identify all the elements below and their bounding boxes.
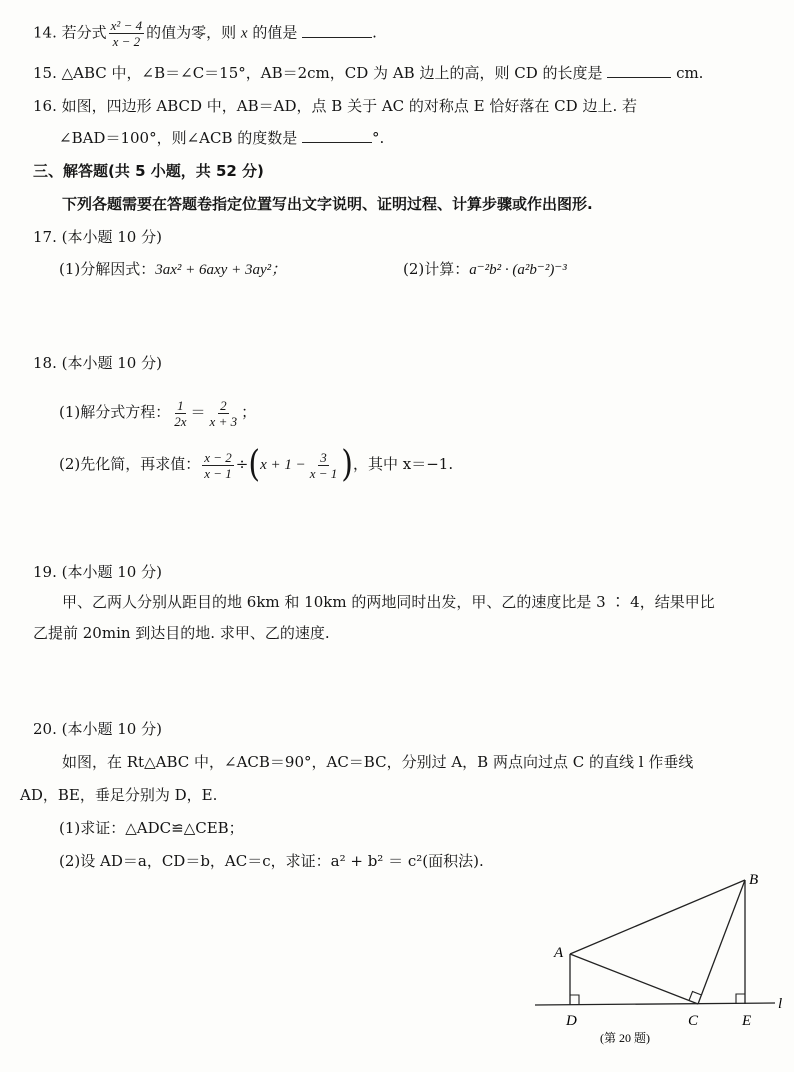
q18-p2-label: (2)先化简，再求值： bbox=[59, 455, 201, 473]
q18-p1-label: (1)解分式方程： bbox=[59, 403, 171, 421]
question-20-part2: (2)设 AD＝a，CD＝b，AC＝c，求证：a² + b² ＝ c²(面积法). bbox=[59, 852, 484, 870]
q18-p2-div: ÷ bbox=[235, 455, 249, 473]
question-17-part2 bbox=[403, 258, 567, 281]
question-17-part1 bbox=[59, 258, 286, 281]
question-20-part1: (1)求证：△ADC≌△CEB； bbox=[59, 819, 244, 837]
figure-20-svg bbox=[530, 862, 794, 1052]
q14-frac-denominator: x − 2 bbox=[112, 34, 141, 49]
question-14 bbox=[33, 18, 377, 49]
q18-p1-num-left: 1 bbox=[177, 397, 184, 413]
q16-end: °. bbox=[372, 129, 385, 147]
question-19-line1: 甲、乙两人分别从距目的地 6km 和 10km 的两地同时出发，甲、乙的速度比是 3 ∶ 4，结果甲比 bbox=[62, 593, 715, 611]
question-18-header: 18. (本小题 10 分) bbox=[33, 354, 162, 372]
line-l bbox=[535, 1003, 775, 1005]
label-B: B bbox=[749, 872, 759, 888]
right-angle-E bbox=[736, 994, 745, 1004]
section-3-heading: 三、解答题(共 5 小题，共 52 分) bbox=[33, 162, 264, 180]
q18-p1-den-left: 2x bbox=[174, 413, 187, 429]
question-15 bbox=[33, 62, 703, 84]
q18-p1-den-right: x + 3 bbox=[209, 413, 238, 429]
q14-end: . bbox=[372, 23, 377, 42]
right-angle-D bbox=[570, 995, 579, 1005]
question-20-header: 20. (本小题 10 分) bbox=[33, 720, 162, 738]
segment-AC bbox=[570, 954, 698, 1004]
q14-text-post: 的值是 bbox=[247, 23, 298, 42]
right-paren: ) bbox=[341, 443, 354, 486]
q17-p1-expr: 3ax² + 6axy + 3ay²； bbox=[155, 262, 287, 278]
q14-var: x bbox=[240, 25, 248, 42]
question-18-part1 bbox=[59, 394, 256, 430]
q18-p2-inner: x + 1 − bbox=[260, 457, 306, 473]
label-l: l bbox=[778, 996, 783, 1012]
q18-p2-tail: ，其中 x＝−1. bbox=[353, 455, 454, 473]
q14-answer-blank[interactable] bbox=[302, 23, 372, 38]
q18-p2-num1: x − 2 bbox=[204, 449, 232, 465]
question-19-header: 19. (本小题 10 分) bbox=[33, 563, 162, 581]
segment-AB bbox=[570, 880, 745, 954]
q14-text-mid: 的值为零，则 bbox=[146, 23, 241, 42]
q18-p1-frac-left bbox=[172, 398, 188, 429]
label-D: D bbox=[566, 1013, 577, 1029]
q14-text: 若分式 bbox=[61, 23, 107, 42]
q15-unit: cm. bbox=[676, 64, 704, 82]
q16-text: ∠BAD＝100°，则∠ACB 的度数是 bbox=[59, 129, 298, 147]
question-18-part2 bbox=[59, 443, 454, 486]
q18-p2-frac1 bbox=[202, 450, 234, 481]
label-A: A bbox=[554, 945, 564, 961]
left-paren: ( bbox=[248, 443, 261, 486]
q18-p1-end: ； bbox=[241, 403, 257, 421]
q14-fraction bbox=[109, 18, 144, 49]
q17-p2-label: (2)计算： bbox=[403, 260, 470, 278]
q16-answer-blank[interactable] bbox=[302, 128, 372, 143]
question-19-line2: 乙提前 20min 到达目的地. 求甲、乙的速度. bbox=[33, 624, 330, 642]
q15-answer-blank[interactable] bbox=[607, 63, 671, 78]
q18-p2-den2: x − 1 bbox=[309, 465, 338, 481]
label-E: E bbox=[742, 1013, 752, 1029]
q18-p1-eq: ＝ bbox=[190, 403, 206, 421]
figure-20 bbox=[530, 862, 794, 1052]
q17-p1-label: (1)分解因式： bbox=[59, 260, 156, 278]
question-17-header: 17. (本小题 10 分) bbox=[33, 228, 162, 246]
label-C: C bbox=[688, 1013, 699, 1029]
q17-p2-expr: a⁻²b² · (a²b⁻²)⁻³ bbox=[469, 262, 567, 278]
q18-p2-num2: 3 bbox=[320, 449, 327, 465]
q14-number: 14. bbox=[33, 23, 57, 42]
q14-frac-numerator: x² − 4 bbox=[110, 18, 143, 33]
q15-text: 15. △ABC 中，∠B＝∠C＝15°，AB＝2cm，CD 为 AB 边上的高，则 CD 的长度是 bbox=[33, 64, 603, 82]
q18-p2-den1: x − 1 bbox=[204, 465, 232, 481]
question-20-line1: 如图，在 Rt△ABC 中，∠ACB＝90°，AC＝BC，分别过 A，B 两点向过点 C 的直线 l 作垂线 bbox=[62, 753, 694, 771]
question-16-line1: 16. 如图，四边形 ABCD 中，AB＝AD，点 B 关于 AC 的对称点 E 恰好落在 CD 边上. 若 bbox=[33, 97, 637, 115]
q18-p1-frac-right bbox=[208, 398, 240, 429]
section-3-instruction: 下列各题需要在答题卷指定位置写出文字说明、证明过程、计算步骤或作出图形. bbox=[62, 195, 593, 213]
question-20-line2: AD，BE，垂足分别为 D，E. bbox=[20, 786, 218, 804]
q18-p1-num-right: 2 bbox=[220, 397, 227, 413]
question-16-line2 bbox=[59, 127, 384, 149]
q18-p2-frac2 bbox=[308, 450, 340, 481]
segment-BC bbox=[698, 880, 745, 1004]
figure-caption: (第 20 题) bbox=[600, 1031, 650, 1045]
